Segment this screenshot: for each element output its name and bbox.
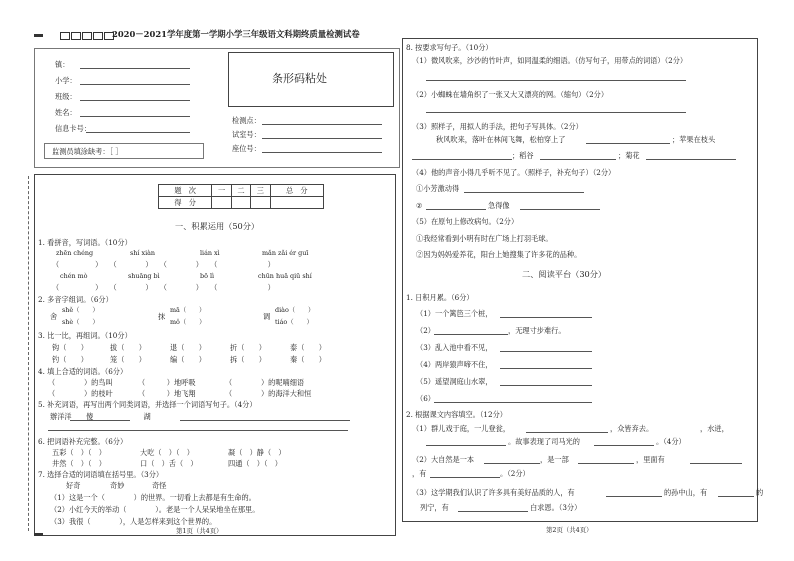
r2-2e: 。（2分） [500, 469, 530, 478]
name-line[interactable] [80, 116, 190, 117]
answer-line[interactable] [426, 445, 506, 446]
pinyin: chūn huā qiū shí [258, 272, 312, 280]
q8-4-2b: 急得像 [488, 201, 510, 210]
check-label: 监测员填涂缺考：［ ］ [52, 147, 123, 156]
pinyin: bō lì [200, 272, 215, 280]
fill-item: （ ）的呢喃细语 [225, 378, 305, 387]
school-line[interactable] [80, 68, 190, 69]
idiom-item: 五彩（ ）（ ） [52, 448, 106, 457]
idiom-item: 口（ ）舌（ ） [140, 459, 198, 468]
pinyin: shuāng bì [128, 272, 160, 280]
answer-line[interactable] [500, 385, 592, 386]
q8-2: （2）小蜘蛛在墙角织了一张又大又漂亮的网。（缩句）（2分） [412, 90, 609, 99]
fill-item: （ ）地呼吸 [138, 378, 196, 387]
idiom-item: 井然（ ）（ ） [52, 459, 106, 468]
q7-item: （3）我很（ ），人是怎样来到这个世界的。 [50, 517, 217, 526]
answer-line[interactable] [430, 477, 500, 478]
score-input[interactable] [251, 197, 270, 209]
answer-line[interactable] [606, 496, 662, 497]
poly-char: 舍 [50, 312, 58, 321]
q8-5: （5）在原句上修改病句。（2分） [412, 217, 519, 226]
r1-2: （2） [416, 326, 435, 335]
score-cell: 一 [212, 185, 231, 197]
poly-item: tiáo（ ） [275, 318, 313, 326]
compare-item: 编（ ） [170, 355, 206, 364]
answer-line[interactable] [500, 317, 592, 318]
seat-line[interactable] [262, 152, 382, 153]
page2-footer: 第2页（共4页） [546, 526, 593, 534]
q7-item: （2）小红今天的举动（ ）。老是一个人呆呆地坐在那里。 [50, 505, 260, 514]
pinyin: mǎn zǎi ér guī [262, 249, 309, 257]
poly-item: diào（ ） [275, 306, 315, 314]
r1-4: （4）两岸猿声啼不住， [416, 360, 493, 369]
answer-line[interactable] [458, 511, 528, 512]
answer-line[interactable] [434, 334, 508, 335]
answer-line[interactable] [540, 159, 616, 160]
pinyin: zhēn chéng [56, 249, 94, 257]
answer-line[interactable] [484, 463, 540, 464]
corner-mark-top [34, 34, 43, 37]
section1-title: 一、积累运用（50分） [175, 221, 260, 231]
r2-1b: ，众皆弃去。 [610, 424, 654, 433]
idiom-item: 四通（ ）（ ） [228, 459, 282, 468]
q8-5-1: ①我经常看到小明有时在广场上打羽毛球。 [416, 234, 553, 243]
q5: 5. 补充词语，再写出两个同类词语，并选择一个词语写句子。（4分） [38, 400, 257, 409]
q7: 7. 选择合适的词语填在括号里。（3分） [38, 470, 164, 479]
answer-line[interactable] [434, 402, 592, 403]
answer-line[interactable] [520, 209, 600, 210]
r2-3e: 白求恩。（3分） [530, 503, 582, 512]
xiao-label: 小学： [55, 76, 77, 85]
answer-line[interactable] [594, 445, 654, 446]
site-label: 检测点： [232, 116, 261, 125]
r2-3d: 列宁，有 [420, 503, 449, 512]
score-input[interactable] [231, 197, 250, 209]
fill-item: （ ）地飞翔 [138, 389, 196, 398]
answer-line[interactable] [412, 159, 512, 160]
q8-4: （4）他的声音小得几乎听不见了。（照样子，补充句子）（2分） [412, 168, 616, 177]
pinyin: shí xiàn [130, 249, 156, 257]
q8: 8. 按要求写句子。（10分） [406, 43, 493, 52]
compare-item: 拆（ ） [230, 355, 266, 364]
r1-3: （3）乱入池中看不见， [416, 343, 493, 352]
compare-item: 钩（ ） [52, 343, 88, 352]
poly-char: 调 [263, 312, 271, 321]
r1-2b: ，无理寸步难行。 [508, 326, 566, 335]
fill-item: （ ）的海洋大和恒 [225, 389, 312, 398]
score-cell: 题 次 [159, 185, 212, 197]
q8-4-1: ①小芳激动得 [416, 184, 460, 193]
idiom-item: 大吃（ ）（ ） [140, 448, 194, 457]
q5-line: 辦洋洋 傻 湖 [50, 412, 237, 421]
answer-line[interactable] [526, 432, 608, 433]
q8-3-d: ；菊花 [618, 151, 640, 160]
room-line[interactable] [262, 138, 382, 139]
q3: 3. 比一比，再组词。（10分） [38, 331, 132, 340]
corner-mark-bottom [34, 533, 43, 536]
q6: 6. 把词语补充完整。（6分） [38, 437, 128, 446]
q5-answer-line[interactable] [70, 420, 130, 421]
r1-5: （5）遥望洞庭山水翠， [416, 377, 493, 386]
r2-2b: ，是一部 [540, 455, 569, 464]
score-input[interactable] [212, 197, 231, 209]
pinyin: chén mò [60, 272, 88, 280]
score-cell: 三 [251, 185, 270, 197]
answer-line[interactable] [500, 351, 592, 352]
poly-item: shè（ ） [62, 318, 99, 326]
compare-item: 笼（ ） [110, 355, 146, 364]
compare-item: 秦（ ） [290, 355, 326, 364]
q8-1: （1）微风吹来，沙沙的竹叶声，如同温柔的细语。（仿写句子，用带点的词语）（2分） [412, 56, 688, 65]
q5-answer-line[interactable] [180, 420, 350, 421]
r2-1d: 。故事表现了司马光的 [508, 437, 580, 446]
poly-item: mā（ ） [170, 306, 206, 314]
answer-brackets: （ ） （ ） （ ） （ ） [52, 260, 275, 269]
page2-frame [402, 38, 758, 522]
answer-brackets: （ ） （ ） （ ） （ ） [52, 283, 275, 292]
r2-3c: 的 [756, 488, 764, 497]
q4: 4. 填上合适的词语。（6分） [38, 367, 128, 376]
r2-2: （2）大自然是一本 [412, 455, 475, 464]
answer-line[interactable] [718, 496, 754, 497]
answer-line[interactable] [690, 463, 742, 464]
q2: 2. 多音字组词。（6分） [38, 295, 113, 304]
school-label: 镇： [55, 60, 70, 69]
score-input[interactable] [270, 197, 323, 209]
q8-3-b: ；苹果在枝头 [672, 135, 716, 144]
q8-4-2: ② [416, 201, 423, 210]
q8-5-2: ②因为妈妈爱养花，阳台上她搜集了许多花的品种。 [416, 250, 582, 259]
class-line[interactable] [80, 100, 190, 101]
pinyin: lián xì [200, 249, 220, 257]
r2-2d: ，有 [412, 469, 427, 478]
score-cell: 得 分 [159, 197, 212, 209]
choice-word: 奇怪 [152, 481, 167, 490]
seat-label: 座位号： [232, 144, 261, 153]
score-cell: 总 分 [270, 185, 323, 197]
answer-line[interactable] [426, 112, 686, 113]
r2-2c: ，里面有 [636, 455, 665, 464]
poly-item: mǒ（ ） [170, 318, 206, 326]
card-label: 信息卡号： [55, 124, 91, 133]
card-line[interactable] [86, 132, 190, 133]
answer-line[interactable] [500, 368, 592, 369]
site-line[interactable] [262, 124, 382, 125]
answer-line[interactable] [586, 143, 670, 144]
q8-3-c: ；稻谷 [512, 151, 534, 160]
answer-line[interactable] [464, 192, 584, 193]
compare-item: 钓（ ） [52, 355, 88, 364]
r2-3b: 的孙中山，有 [664, 488, 708, 497]
answer-line[interactable] [578, 463, 634, 464]
compare-item: 泰（ ） [290, 343, 326, 352]
r2-1c: ，水迸， [700, 424, 729, 433]
poly-char: 抹 [158, 312, 166, 321]
score-table [158, 184, 324, 209]
q5-sentence-line[interactable] [48, 430, 348, 431]
page1-footer: 第1页（共4页） [176, 527, 223, 535]
r2-3: （3）这学期我们认识了许多具有美好品质的人，有 [412, 488, 575, 497]
r1: 1. 日积月累。（6分） [406, 293, 474, 302]
q8-3: （3）照样子，用拟人的手法，把句子写具体。（2分） [412, 122, 583, 131]
q1: 1. 看拼音，写词语。（10分） [38, 238, 132, 247]
answer-line[interactable] [426, 80, 686, 81]
compare-item: 退（ ） [170, 343, 206, 352]
score-cell: 二 [231, 185, 250, 197]
r2-1e: 。（4分） [656, 437, 686, 446]
idiom-item: 凝（ ）静（ ） [228, 448, 286, 457]
choice-word: 奇妙 [110, 481, 125, 490]
answer-line[interactable] [426, 209, 486, 210]
choice-word: 好奇 [66, 481, 81, 490]
fill-item: （ ）的枝叶 [48, 389, 113, 398]
r1-1: （1）一个篱笆三个桩， [416, 309, 493, 318]
barcode-label: 条形码粘处 [272, 72, 327, 85]
class-label: 班级： [55, 92, 77, 101]
r2: 2. 根据课文内容填空。（12分） [406, 410, 507, 419]
r2-1: （1）群儿戏于庭，一儿登瓮， [412, 424, 511, 433]
poly-item: shě（ ） [62, 306, 99, 314]
section2-title: 二、阅读平台（30分） [522, 269, 607, 279]
q8-3-a: 秋风吹来，落叶在林间飞舞，松柏穿上了 [436, 135, 566, 144]
fill-item: （ ）的鸟叫 [48, 378, 113, 387]
r1-6: （6） [416, 394, 435, 403]
room-label: 试室号： [232, 130, 261, 139]
page-title: 2020－2021学年度第一学期小学三年级语文科期终质量检测试卷 [112, 29, 360, 39]
header-boxes [60, 31, 115, 40]
binding-line [28, 176, 29, 531]
compare-item: 拔（ ） [110, 343, 146, 352]
answer-line[interactable] [646, 159, 736, 160]
name-label: 姓名： [55, 108, 77, 117]
compare-item: 折（ ） [230, 343, 266, 352]
q7-item: （1）这是一个（ ）的世界。一切看上去都是有生命的。 [50, 493, 256, 502]
xiao-line[interactable] [80, 84, 190, 85]
